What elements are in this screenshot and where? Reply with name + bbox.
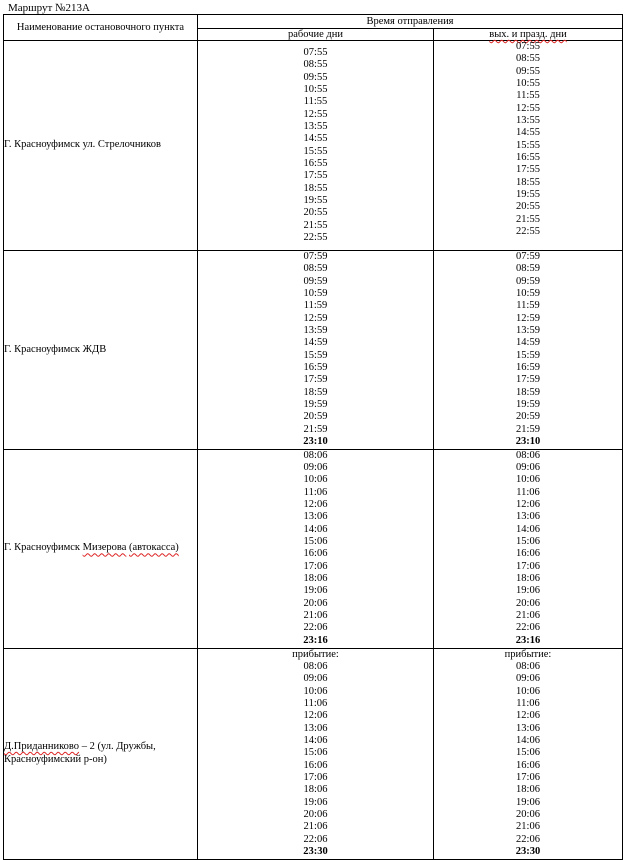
departure-time: 20:55 xyxy=(303,207,328,219)
departure-time: 10:06 xyxy=(516,685,540,697)
departure-time: 18:59 xyxy=(303,386,328,398)
departure-time: 14:06 xyxy=(303,523,328,535)
stop-row xyxy=(4,648,623,859)
arrival-label: прибытие: xyxy=(504,648,552,660)
departure-time: 12:55 xyxy=(303,108,328,120)
departure-time: 16:06 xyxy=(303,759,328,771)
stop-name xyxy=(4,648,198,859)
departure-time: 11:59 xyxy=(303,300,328,312)
departure-time: 21:59 xyxy=(303,423,328,435)
departure-time: 14:55 xyxy=(516,127,540,139)
departure-time: 10:59 xyxy=(516,288,540,300)
departure-time: 19:59 xyxy=(516,399,540,411)
departure-time: 20:06 xyxy=(516,597,540,609)
departure-time: 14:06 xyxy=(303,734,328,746)
departure-time: 15:06 xyxy=(516,747,540,759)
departure-time: 13:06 xyxy=(516,722,540,734)
departure-time: 07:59 xyxy=(516,251,540,262)
departure-time: 10:59 xyxy=(303,288,328,300)
departure-time: 12:06 xyxy=(516,710,540,722)
stop-name xyxy=(4,251,198,450)
stop-name-text: Д.Приданниково – 2 (ул. Дружбы, Красноуфимский р-он) xyxy=(4,741,156,765)
departure-time: 21:06 xyxy=(516,821,540,833)
departure-time: 11:55 xyxy=(303,96,328,108)
departure-time: 08:59 xyxy=(303,263,328,275)
departure-time: 19:59 xyxy=(303,399,328,411)
stop-name-text: Г. Красноуфимск ул. Стрелочников xyxy=(4,139,161,151)
departure-time: 09:59 xyxy=(303,275,328,287)
departure-time: 22:55 xyxy=(516,226,540,238)
weekdays-times-cell xyxy=(198,41,434,251)
departure-time: 14:06 xyxy=(516,734,540,746)
departure-time: 11:59 xyxy=(516,300,540,312)
departure-time: 18:06 xyxy=(516,784,540,796)
departure-time: 18:06 xyxy=(516,572,540,584)
departure-time: 19:55 xyxy=(303,195,328,207)
departure-time: 16:59 xyxy=(516,362,540,374)
departure-time: 10:55 xyxy=(303,84,328,96)
departure-time: 10:06 xyxy=(303,474,328,486)
departure-time: 17:55 xyxy=(303,170,328,182)
departure-time: 22:55 xyxy=(303,232,328,244)
stop-row xyxy=(4,41,623,251)
departure-time: 19:55 xyxy=(516,189,540,201)
departure-time: 12:06 xyxy=(516,498,540,510)
departure-time: 14:06 xyxy=(516,523,540,535)
departure-time: 21:55 xyxy=(516,213,540,225)
stop-name-text: Г. Красноуфимск Мизерова (автокасса) xyxy=(4,542,179,554)
departure-time: 20:59 xyxy=(303,411,328,423)
weekdays-times-cell xyxy=(198,449,434,648)
stop-row xyxy=(4,251,623,450)
departure-time: 11:06 xyxy=(303,486,328,498)
stop-name xyxy=(4,41,198,251)
departure-time: 13:55 xyxy=(516,115,540,127)
departure-time: 17:06 xyxy=(516,560,540,572)
departure-time: 08:06 xyxy=(516,449,540,461)
departure-time: 09:55 xyxy=(303,71,328,83)
departure-time: 16:06 xyxy=(516,548,540,560)
departure-time: 20:06 xyxy=(516,808,540,820)
departure-time: 23:30 xyxy=(303,846,328,857)
departure-time: 16:06 xyxy=(303,548,328,560)
stop-column-header: Наименование остановочного пункта xyxy=(4,15,198,41)
departure-time: 16:06 xyxy=(516,759,540,771)
departure-time: 13:06 xyxy=(303,511,328,523)
departure-time: 13:59 xyxy=(303,325,328,337)
departure-time: 09:59 xyxy=(516,275,540,287)
departure-time: 17:06 xyxy=(516,771,540,783)
departure-time: 23:30 xyxy=(515,846,541,857)
departure-time: 17:59 xyxy=(303,374,328,386)
departure-time: 07:59 xyxy=(303,251,328,262)
departure-time: 20:55 xyxy=(516,201,540,213)
departure-time: 20:06 xyxy=(303,808,328,820)
departure-time: 15:59 xyxy=(516,349,540,361)
departure-time: 14:55 xyxy=(303,133,328,145)
departure-time: 17:06 xyxy=(303,771,328,783)
departure-time: 11:06 xyxy=(516,697,540,709)
departure-time: 21:59 xyxy=(516,423,540,435)
departure-time: 09:06 xyxy=(303,461,328,473)
departure-time: 15:06 xyxy=(303,747,328,759)
departure-time: 20:06 xyxy=(303,597,328,609)
departure-time: 12:59 xyxy=(303,312,328,324)
departure-time: 15:06 xyxy=(516,535,540,547)
departure-time: 18:55 xyxy=(303,182,328,194)
departure-time: 10:06 xyxy=(516,474,540,486)
departure-time: 18:55 xyxy=(516,176,540,188)
stop-name-text: Г. Красноуфимск ЖДВ xyxy=(4,343,107,355)
departure-time: 12:06 xyxy=(303,498,328,510)
departure-time: 08:06 xyxy=(303,660,328,672)
departure-time: 23:16 xyxy=(303,634,328,646)
departure-time: 08:59 xyxy=(516,263,540,275)
departure-time: 13:59 xyxy=(516,325,540,337)
stop-name xyxy=(4,449,198,648)
departure-time: 14:59 xyxy=(516,337,540,349)
departure-time: 16:55 xyxy=(303,158,328,170)
departure-time: 22:06 xyxy=(516,622,540,634)
departure-time: 19:06 xyxy=(516,796,540,808)
departure-time: 15:59 xyxy=(303,349,328,361)
departure-time: 08:06 xyxy=(303,449,328,461)
departure-time: 22:06 xyxy=(516,833,540,845)
departure-time: 12:59 xyxy=(516,312,540,324)
weekdays-header: рабочие дни xyxy=(198,29,434,41)
weekends-times-cell xyxy=(434,41,623,251)
departure-time: 14:59 xyxy=(303,337,328,349)
departure-time: 20:59 xyxy=(516,411,540,423)
departure-time: 22:06 xyxy=(303,622,328,634)
departure-time: 13:06 xyxy=(303,722,328,734)
departure-time: 09:55 xyxy=(516,65,540,77)
departure-time: 08:55 xyxy=(516,53,540,65)
departure-time: 17:59 xyxy=(516,374,540,386)
route-title: Маршрут №213А xyxy=(8,2,90,14)
departure-time: 15:06 xyxy=(303,535,328,547)
departure-time: 07:55 xyxy=(516,41,540,52)
departure-time: 22:06 xyxy=(303,833,328,845)
departure-time: 19:06 xyxy=(516,585,540,597)
departure-time: 08:55 xyxy=(303,59,328,71)
weekends-times-cell xyxy=(434,449,623,648)
weekends-header xyxy=(434,29,623,41)
departure-time: 17:06 xyxy=(303,560,328,572)
weekends-times-cell xyxy=(434,648,623,859)
departure-time: 10:55 xyxy=(516,78,540,90)
departure-time: 18:06 xyxy=(303,572,328,584)
departure-time: 07:55 xyxy=(303,47,328,58)
departure-time: 09:06 xyxy=(303,673,328,685)
departure-time: 08:06 xyxy=(516,660,540,672)
departure-time: 19:06 xyxy=(303,585,328,597)
schedule-table xyxy=(3,14,623,860)
weekdays-times-cell xyxy=(198,648,434,859)
departure-time: 11:06 xyxy=(516,486,540,498)
departure-time: 19:06 xyxy=(303,796,328,808)
departure-time: 13:06 xyxy=(516,511,540,523)
weekends-times-cell xyxy=(434,251,623,450)
departure-time: 16:59 xyxy=(303,362,328,374)
departure-time: 21:06 xyxy=(303,821,328,833)
departure-time: 18:06 xyxy=(303,784,328,796)
departure-time-header: Время отправления xyxy=(198,15,623,29)
departure-time: 09:06 xyxy=(516,673,540,685)
departure-time: 23:16 xyxy=(515,634,541,646)
departure-time: 17:55 xyxy=(516,164,540,176)
departure-time: 12:55 xyxy=(516,102,540,114)
departure-time: 16:55 xyxy=(516,152,540,164)
departure-time: 21:06 xyxy=(516,609,540,621)
departure-time: 11:55 xyxy=(516,90,540,102)
departure-time: 10:06 xyxy=(303,685,328,697)
weekdays-times-cell xyxy=(198,251,434,450)
departure-time: 23:10 xyxy=(303,436,328,448)
stop-row xyxy=(4,449,623,648)
departure-time: 18:59 xyxy=(516,386,540,398)
departure-time: 12:06 xyxy=(303,710,328,722)
departure-time: 15:55 xyxy=(303,145,328,157)
departure-time: 23:10 xyxy=(515,436,541,448)
departure-time: 09:06 xyxy=(516,461,540,473)
departure-time: 11:06 xyxy=(303,697,328,709)
departure-time: 13:55 xyxy=(303,121,328,133)
departure-time: 21:55 xyxy=(303,219,328,231)
schedule-body xyxy=(4,41,623,860)
departure-time: 21:06 xyxy=(303,609,328,621)
departure-time: 15:55 xyxy=(516,139,540,151)
weekends-header-text: вых. и празд. дни xyxy=(489,29,567,40)
arrival-label: прибытие: xyxy=(292,648,339,660)
